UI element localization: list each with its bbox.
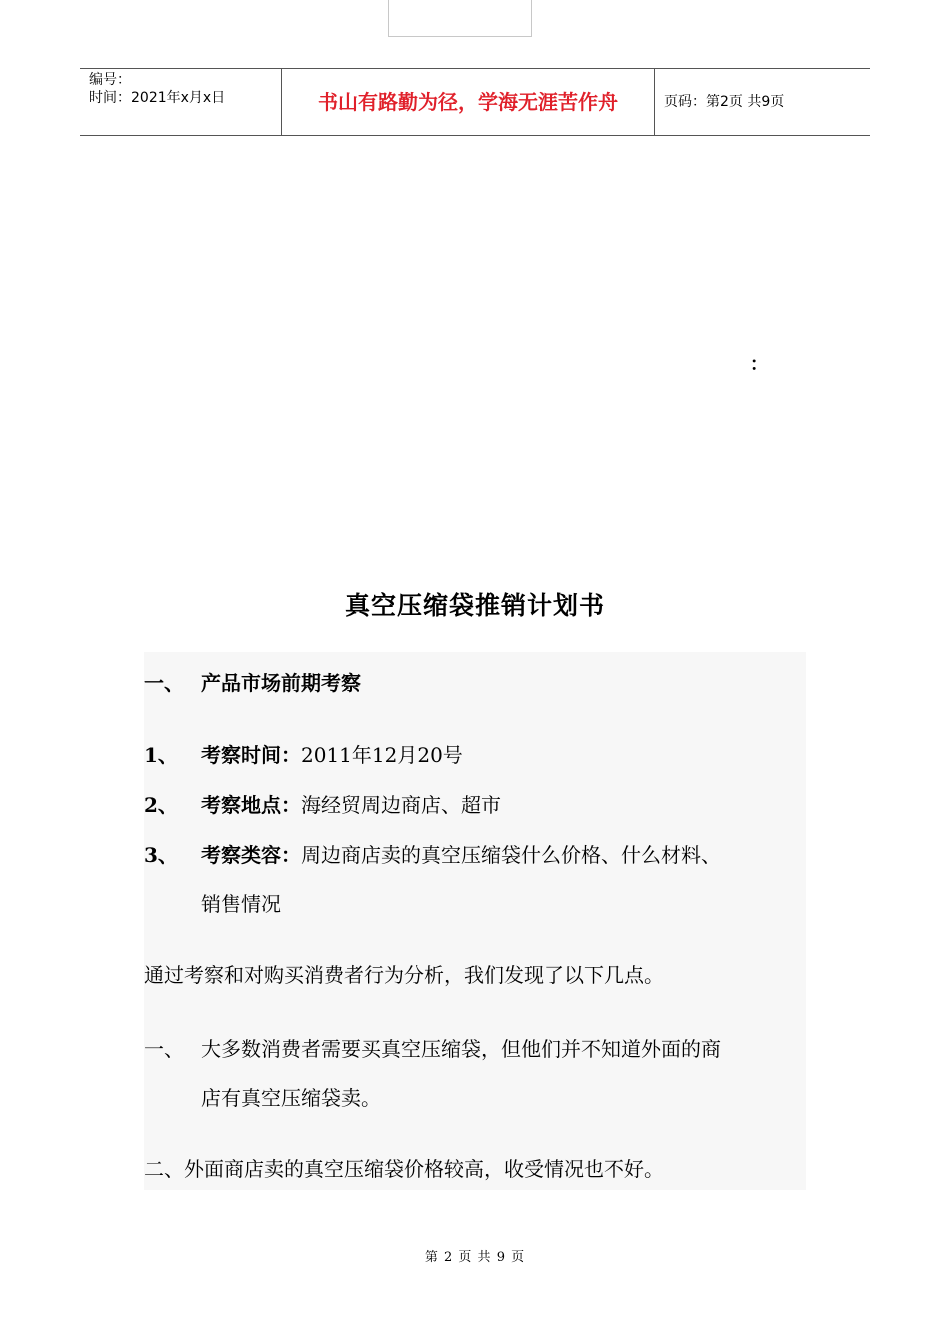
stray-colon: ： bbox=[750, 354, 768, 375]
section-number: 一、 bbox=[144, 671, 184, 695]
item-number: 3、 bbox=[144, 843, 178, 867]
finding-number: 一、 bbox=[144, 1037, 184, 1061]
item-label: 考察类容： bbox=[201, 843, 301, 867]
page-footer: 第 2 页 共 9 页 bbox=[424, 1250, 526, 1265]
item-label: 考察时间： bbox=[201, 743, 301, 767]
intro-paragraph: 通过考察和对购买消费者行为分析，我们发现了以下几点。 bbox=[144, 963, 664, 987]
header-motto: 书山有路勤为径，学海无涯苦作舟 bbox=[281, 69, 655, 135]
item-label: 考察地点： bbox=[201, 793, 301, 817]
document-title: 真空压缩袋推销计划书 bbox=[344, 591, 605, 620]
finding-continuation: 店有真空压缩袋卖。 bbox=[201, 1086, 381, 1110]
item-number: 2、 bbox=[144, 793, 178, 817]
finding-2: 二、外面商店卖的真空压缩袋价格较高，收受情况也不好。 bbox=[144, 1157, 664, 1181]
page-header bbox=[80, 68, 870, 136]
top-frame-box bbox=[388, 0, 532, 37]
number-label: 编号： bbox=[89, 72, 131, 88]
finding-text: 大多数消费者需要买真空压缩袋，但他们并不知道外面的商 bbox=[201, 1037, 721, 1061]
time-label: 时间：2021年x月x日 bbox=[89, 90, 226, 106]
item-continuation: 销售情况 bbox=[201, 892, 281, 916]
item-text: 2011年12月20号 bbox=[301, 743, 463, 767]
item-text: 海经贸周边商店、超市 bbox=[301, 793, 501, 817]
section-title: 产品市场前期考察 bbox=[201, 671, 361, 695]
item-number: 1、 bbox=[144, 743, 178, 767]
header-meta bbox=[80, 69, 281, 135]
header-page-label: 页码：第2页 共9页 bbox=[664, 94, 785, 110]
item-text: 周边商店卖的真空压缩袋什么价格、什么材料、 bbox=[301, 843, 721, 867]
